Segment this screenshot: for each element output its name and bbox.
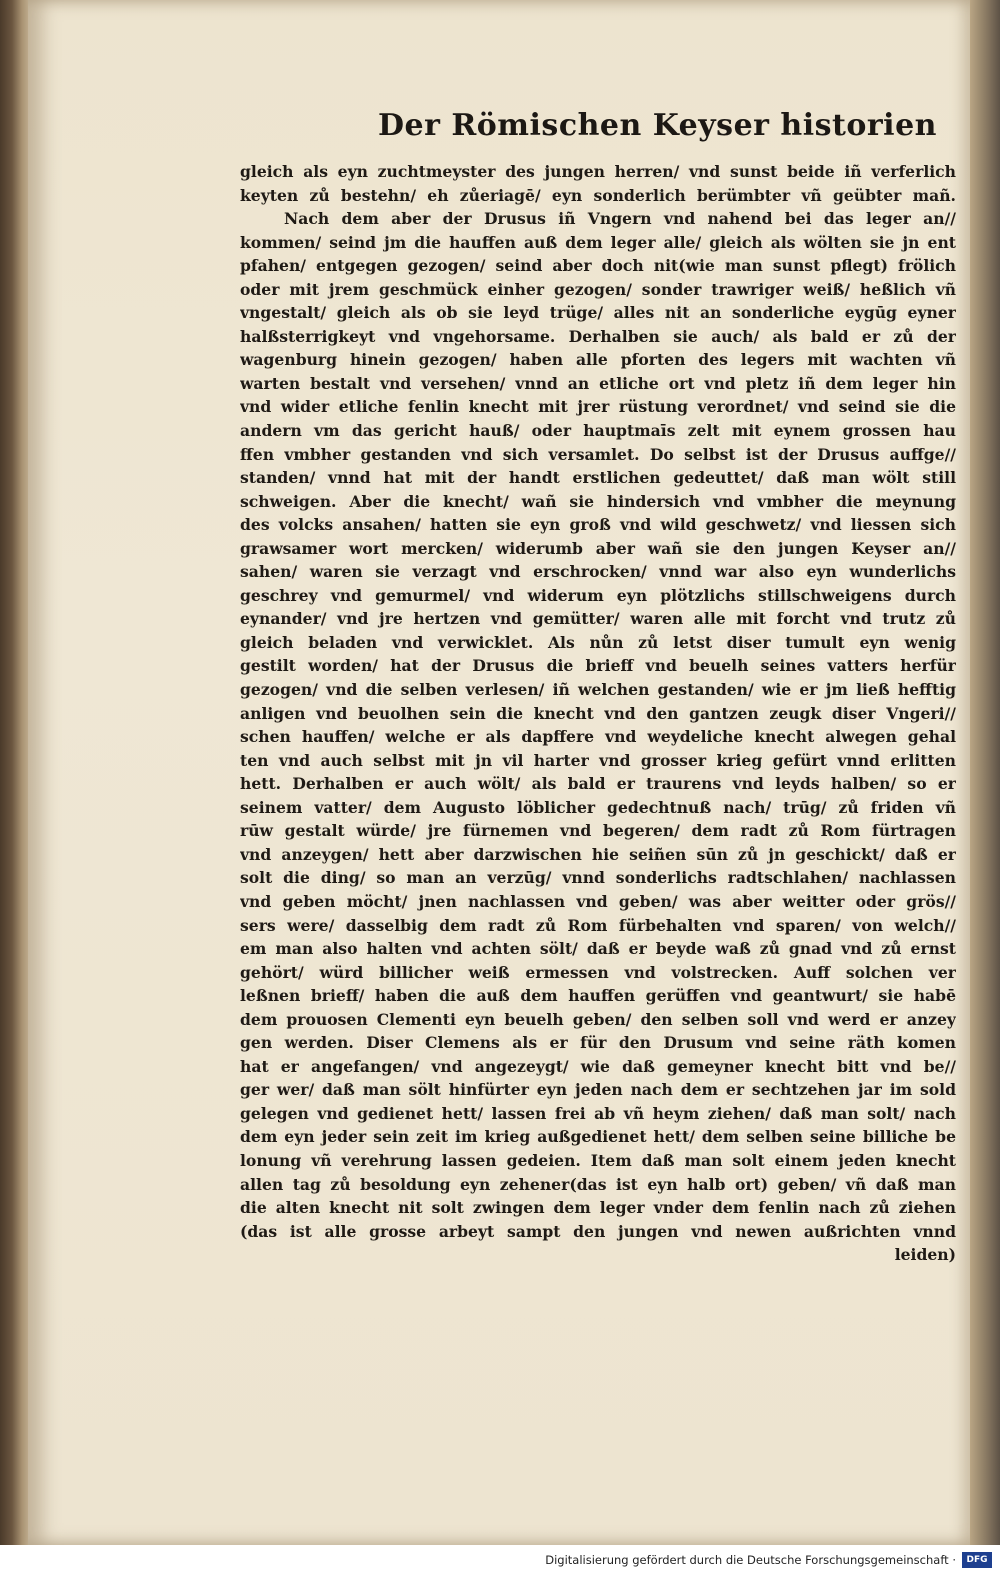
text-line: ten vnd auch selbst mit jn vil harter vnd grosser krieg gefürt vnnd erlitten <box>240 750 956 770</box>
text-line: hat er angefangen/ vnd angezeygt/ wie daß gemeyner knecht bitt vnd be// <box>240 1056 956 1076</box>
text-line: dem eyn jeder sein zeit im krieg außgedienet hett/ dem selben seine billiche be <box>240 1127 956 1147</box>
text-line: vnd geben möcht/ jnen nachlassen vnd geben/ was aber weitter oder grös// <box>240 891 956 911</box>
text-line: schweigen. Aber die knecht/ wañ sie hindersich vnd vmbher die meynung <box>240 491 956 511</box>
text-line: vngestalt/ gleich als ob sie leyd trüge/ alles nit an sonderliche eygūg eyner <box>240 303 956 323</box>
text-line: Nach dem aber der Drusus iñ Vngern vnd nahend bei das leger an// <box>284 209 956 229</box>
text-line: ffen vmbher gestanden vnd sich versamlet. Do selbst ist der Drusus auffge// <box>240 444 956 464</box>
text-line: eynander/ vnd jre hertzen vnd gemütter/ waren alle mit forcht vnd trutz zů <box>240 609 956 629</box>
text-line: seinem vatter/ dem Augusto löblicher gedechtnuß nach/ trūg/ zů friden vñ <box>240 797 956 817</box>
text-line: ger wer/ daß man sölt hinfürter eyn jeden nach dem er sechtzehen jar im sold <box>240 1080 956 1100</box>
text-line: oder mit jrem geschmück einher gezogen/ sonder trawriger weiß/ heßlich vñ <box>240 279 956 299</box>
book-page <box>28 0 970 1545</box>
text-line: wagenburg hinein gezogen/ haben alle pforten des legers mit wachten vñ <box>240 350 956 370</box>
text-line: hett. Derhalben er auch wölt/ als bald er traurens vnd leyds halben/ so er <box>240 774 956 794</box>
footer-bar <box>0 1545 1000 1577</box>
text-block <box>240 160 956 1267</box>
dfg-logo: DFG <box>962 1552 992 1568</box>
funding-credit: Digitalisierung gefördert durch die Deutsche Forschungsgemeinschaft · <box>545 1553 956 1567</box>
text-line: keyten zů bestehn/ eh zůeriagē/ eyn sonderlich berümbter vñ geübter mañ. <box>240 185 956 205</box>
text-line: warten bestalt vnd versehen/ vnnd an etliche ort vnd pletz iñ dem leger hin <box>240 373 956 393</box>
text-line: rūw gestalt würde/ jre fürnemen vnd begeren/ dem radt zů Rom fürtragen <box>240 821 956 841</box>
text-line: lonung vñ verehrung lassen gedeien. Item daß man solt einem jeden knecht <box>240 1150 956 1170</box>
text-line: anligen vnd beuolhen sein die knecht vnd den gantzen zeugk diser Vngeri// <box>240 703 956 723</box>
text-line: gleich beladen vnd verwicklet. Als nůn zů letst diser tumult eyn wenig <box>240 632 956 652</box>
text-line: pfahen/ entgegen gezogen/ seind aber doch nit(wie man sunst pflegt) frölich <box>240 256 956 276</box>
text-line: vnd wider etliche fenlin knecht mit jrer rüstung verordnet/ vnd seind sie die <box>240 397 956 417</box>
text-line: grawsamer wort mercken/ widerumb aber wañ sie den jungen Keyser an// <box>240 538 956 558</box>
text-line: kommen/ seind jm die hauffen auß dem leger alle/ gleich als wölten sie jn ent <box>240 232 956 252</box>
text-line: gehört/ würd billicher weiß ermessen vnd volstrecken. Auff solchen ver <box>240 962 956 982</box>
text-line: gestilt worden/ hat der Drusus die brieff vnd beuelh seines vatters herfür <box>240 656 956 676</box>
text-line: gezogen/ vnd die selben verlesen/ iñ welchen gestanden/ wie er jm ließ hefftig <box>240 680 956 700</box>
text-line: sers were/ dasselbig dem radt zů Rom fürbehalten vnd sparen/ von welch// <box>240 915 956 935</box>
text-line: andern vm das gericht hauß/ oder hauptmaīs zelt mit eynem grossen hau <box>240 421 956 441</box>
text-line: allen tag zů besoldung eyn zehener(das ist eyn halb ort) geben/ vñ daß man <box>240 1174 956 1194</box>
text-line: sahen/ waren sie verzagt vnd erschrocken/ vnnd war also eyn wunderlichs <box>240 562 956 582</box>
text-line: die alten knecht nit solt zwingen dem leger vnder dem fenlin nach zů ziehen <box>240 1198 956 1218</box>
running-head: Der Römischen Keyser historien <box>378 108 937 143</box>
text-line: geschrey vnd gemurmel/ vnd widerum eyn plötzlichs stillschweigens durch <box>240 585 956 605</box>
text-line: standen/ vnnd hat mit der handt erstlichen gedeuttet/ daß man wölt still <box>240 468 956 488</box>
text-line: (das ist alle grosse arbeyt sampt den jungen vnd newen außrichten vnnd <box>240 1221 956 1241</box>
text-line: gleich als eyn zuchtmeyster des jungen herren/ vnd sunst beide iñ verferlich <box>240 162 956 181</box>
text-line: schen hauffen/ welche er als dapffere vnd weydeliche knecht alwegen gehal <box>240 727 956 747</box>
text-line: em man also halten vnd achten sölt/ daß er beyde waß zů gnad vnd zů ernst <box>240 939 956 959</box>
text-line: halßsterrigkeyt vnd vngehorsame. Derhalben sie auch/ als bald er zů der <box>240 326 956 346</box>
text-line: leiden) <box>894 1245 956 1265</box>
text-line: gelegen vnd gedienet hett/ lassen frei ab vñ heym ziehen/ daß man solt/ nach <box>240 1103 956 1123</box>
text-line: leßnen brieff/ haben die auß dem hauffen gerüffen vnd geantwurt/ sie habē <box>240 986 956 1006</box>
text-line: solt die ding/ so man an verzūg/ vnnd sonderlichs radtschlahen/ nachlassen <box>240 868 956 888</box>
text-line: dem prouosen Clementi eyn beuelh geben/ den selben soll vnd werd er anzey <box>240 1009 956 1029</box>
text-line: vnd anzeygen/ hett aber darzwischen hie seiñen sūn zů jn geschickt/ daß er <box>240 844 956 864</box>
text-line: gen werden. Diser Clemens als er für den Drusum vnd seine räth komen <box>240 1033 956 1053</box>
text-line: des volcks ansahen/ hatten sie eyn groß vnd wild geschwetz/ vnd liessen sich <box>240 515 956 535</box>
